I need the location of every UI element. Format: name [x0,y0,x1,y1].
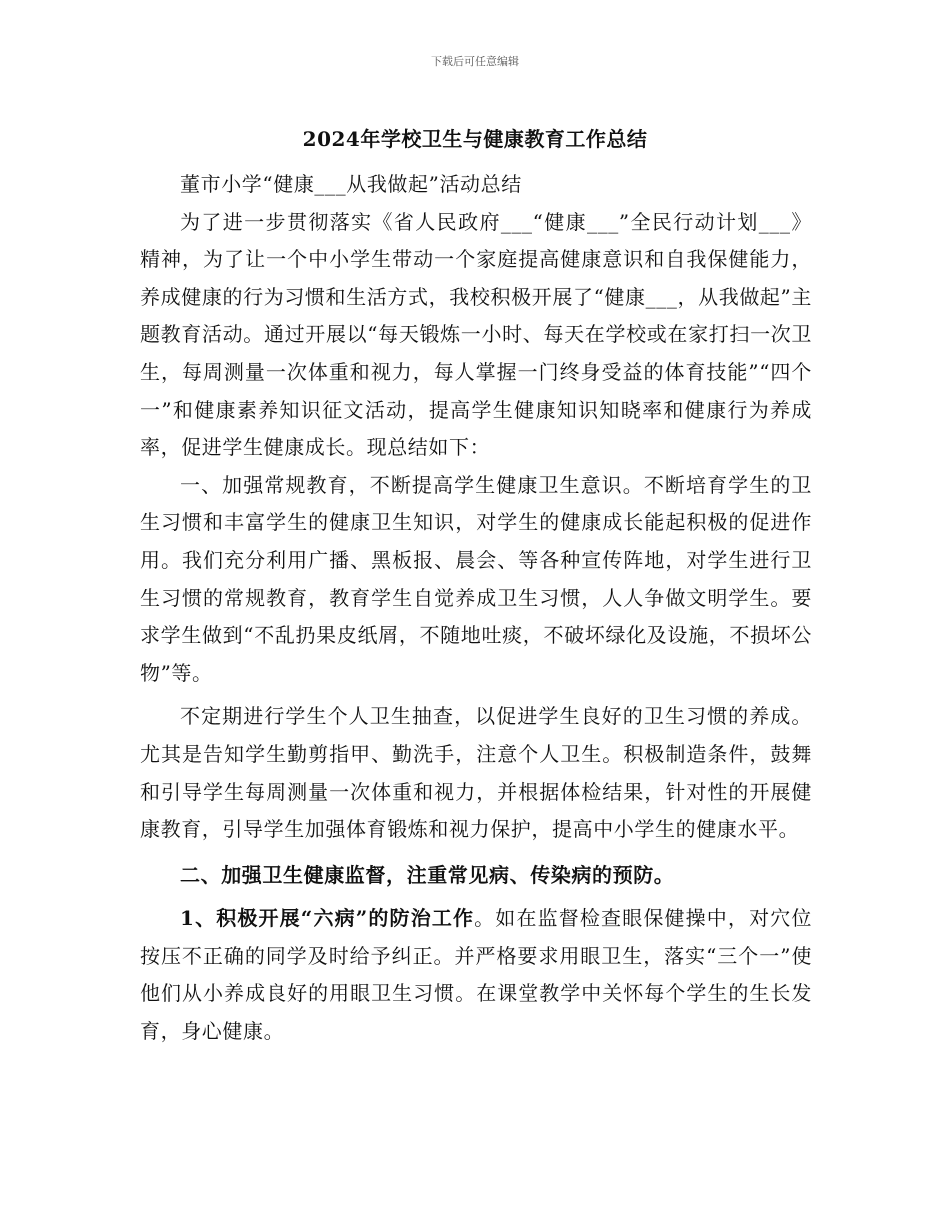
document-title: 2024年学校卫生与健康教育工作总结 [302,127,648,151]
document-subtitle: 董市小学“健康___从我做起”活动总结 [180,172,522,196]
paragraph-hygiene-check: 不定期进行学生个人卫生抽查，以促进学生良好的卫生习惯的养成。尤其是告知学生勤剪指甲、勤洗手，注意个人卫生。积极制造条件，鼓舞和引导学生每周测量一次体重和视力，并根据体检结果，针对性的开展健康教育，引导学生加强体育锻炼和视力保护，提高中小学生的健康水平。 [140,704,812,842]
item-1-lead: 1、积极开展“六病”的防治工作 [180,906,475,931]
item-1-paragraph [140,900,812,1050]
page-header-note: 下载后可任意编辑 [431,55,519,68]
paragraph-intro: 为了进一步贯彻落实《省人民政府___“健康___”全民行动计划___》精神，为了让一个中小学生带动一个家庭提高健康意识和自我保健能力，养成健康的行为习惯和生活方式，我校积极开展了“健康___，从我做起”主题教育活动。通过开展以“每天锻炼一小时、每天在学校或在家打扫一次卫生，每周测量一次体重和视力，每人掌握一门终身受益的体育技能”“四个一”和健康素养知识征文活动，提高学生健康知识知晓率和健康行为养成率，促进学生健康成长。现总结如下： [140,209,812,460]
document-body [140,166,812,1051]
section-2-heading: 二、加强卫生健康监督，注重常见病、传染病的预防。 [180,862,675,887]
item-1-body: 。如在监督检查眼保健操中，对穴位按压不正确的同学及时给予纠正。并严格要求用眼卫生，落实“三个一”使他们从小养成良好的用眼卫生习惯。在课堂教学中关怀每个学生的生长发育，身心健康。 [140,906,812,1044]
paragraph-section-1: 一、加强常规教育，不断提高学生健康卫生意识。不断培育学生的卫生习惯和丰富学生的健康卫生知识，对学生的健康成长能起积极的促进作用。我们充分利用广播、黑板报、晨会、等各种宣传阵地，对学生进行卫生习惯的常规教育，教育学生自觉养成卫生习惯，人人争做文明学生。要求学生做到“不乱扔果皮纸屑，不随地吐痰，不破坏绿化及设施，不损坏公物”等。 [140,472,812,685]
